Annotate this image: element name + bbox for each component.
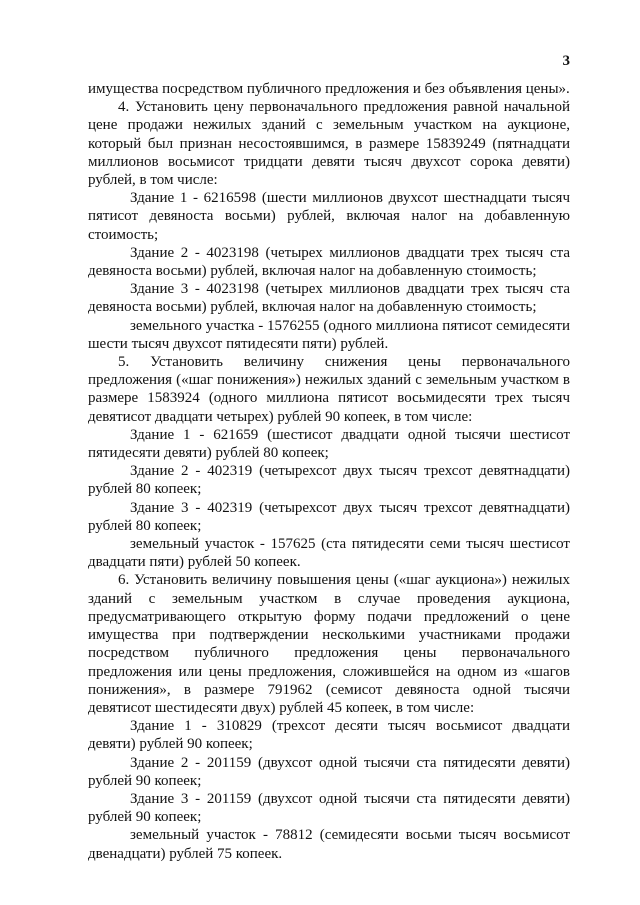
- paragraph-item-6: 6. Установить величину повышения цены («шаг аукциона») нежилых зданий с земельным участком в случае проведения аукциона, предусматривающего открытую форму подачи предложений о цене имущества при подтверждении несколькими участниками продажи посредством публичного предложения цены первоначального предложения или цены предложения, сложившейся на одном из «шагов понижения», в размере 791962 (семисот девяноста одной тысячи девятисот шестидесяти двух) рублей 45 копеек, в том числе:: [88, 572, 570, 716]
- paragraph-building-3-auction-step: Здание 3 - 201159 (двухсот одной тысячи ста пятидесяти девяти) рублей 90 копеек;: [88, 790, 570, 826]
- paragraph-building-1-price: Здание 1 - 6216598 (шести миллионов двухсот шестнадцати тысяч пятисот девяноста восьми) рублей, включая налог на добавленную стоимость;: [88, 190, 570, 243]
- paragraph-item-4: 4. Установить цену первоначального предложения равной начальной цене продажи нежилых зданий с земельным участком на аукционе, который был признан несостоявшимся, в размере 15839249 (пятнадцати миллионов восьмисот тридцати девяти тысяч двухсот сорока девяти) рублей, в том числе:: [88, 99, 570, 189]
- paragraph-land-auction-step: земельный участок - 78812 (семидесяти восьми тысяч восьмисот двенадцати) рублей 75 копеек.: [88, 827, 570, 862]
- paragraph-building-2-auction-step: Здание 2 - 201159 (двухсот одной тысячи ста пятидесяти девяти) рублей 90 копеек;: [88, 754, 570, 789]
- paragraph-building-1-auction-step: Здание 1 - 310829 (трехсот десяти тысяч восьмисот двадцати девяти) рублей 90 копеек;: [88, 718, 570, 753]
- paragraph-continuation: имущества посредством публичного предложения и без объявления цены».: [88, 81, 570, 97]
- paragraph-item-5: 5. Установить величину снижения цены первоначального предложения («шаг понижения») нежилых зданий с земельным участком в размере 1583924 (одного миллиона пятисот восьмидесяти трех тысяч девятисот двадцати четырех) рублей 90 копеек, в том числе:: [88, 354, 570, 425]
- paragraph-land-price: земельного участка - 1576255 (одного миллиона пятисот семидесяти шести тысяч двухсот пятидесяти пяти) рублей.: [88, 317, 570, 352]
- document-body: [88, 80, 570, 863]
- paragraph-building-3-price: Здание 3 - 4023198 (четырех миллионов двадцати трех тысяч ста девяноста восьми) рублей, включая налог на добавленную стоимость;: [88, 281, 570, 316]
- page-number: 3: [562, 53, 570, 69]
- paragraph-building-1-step-down: Здание 1 - 621659 (шестисот двадцати одной тысячи шестисот пятидесяти девяти) рублей 80 копеек;: [88, 426, 570, 462]
- paragraph-building-3-step-down: Здание 3 - 402319 (четырехсот двух тысяч трехсот девятнадцати) рублей 80 копеек;: [88, 499, 570, 534]
- paragraph-land-step-down: земельный участок - 157625 (ста пятидесяти семи тысяч шестисот двадцати пяти) рублей 50 копеек.: [88, 536, 570, 571]
- paragraph-building-2-price: Здание 2 - 4023198 (четырех миллионов двадцати трех тысяч ста девяноста восьми) рублей, включая налог на добавленную стоимость;: [88, 244, 570, 280]
- paragraph-building-2-step-down: Здание 2 - 402319 (четырехсот двух тысяч трехсот девятнадцати) рублей 80 копеек;: [88, 463, 570, 498]
